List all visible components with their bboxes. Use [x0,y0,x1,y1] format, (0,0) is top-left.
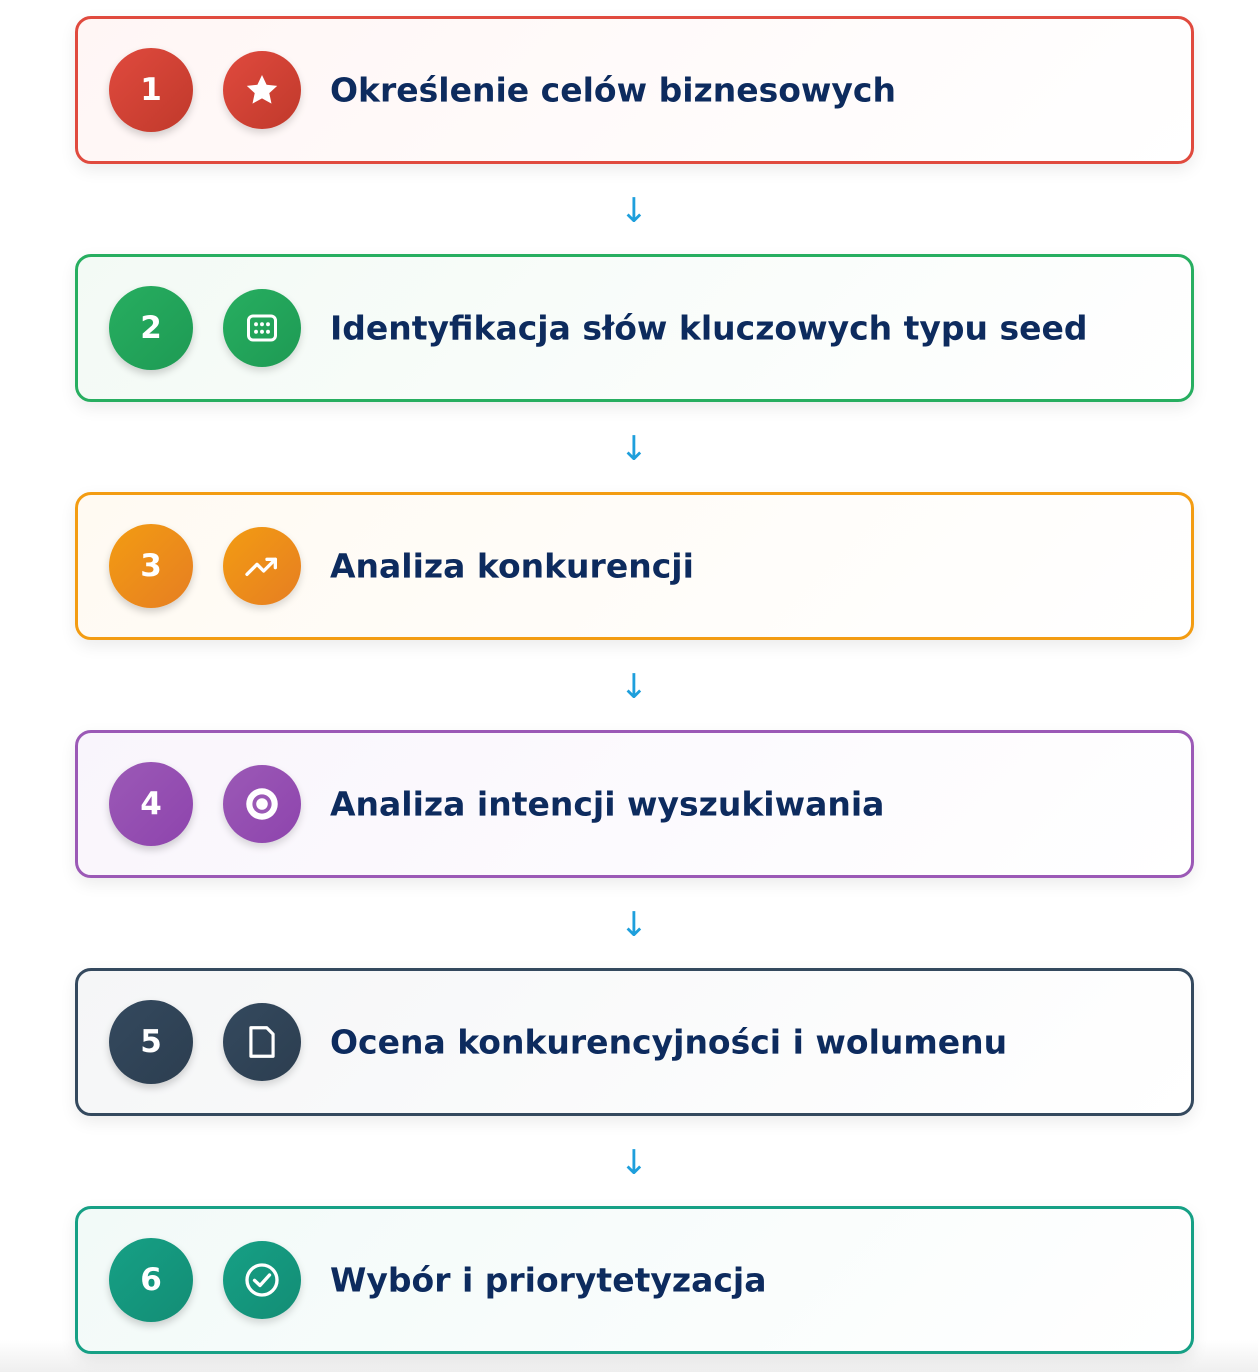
step-number-badge: 6 [109,1238,193,1322]
down-arrow-icon: ↓ [619,667,649,707]
step-label: Określenie celów biznesowych [330,70,896,110]
step-label: Identyfikacja słów kluczowych typu seed [330,308,1088,348]
step-card-5 [75,968,1194,1116]
down-arrow-icon: ↓ [619,429,649,469]
step-label: Analiza konkurencji [330,546,694,586]
step-label: Wybór i priorytetyzacja [330,1260,767,1300]
step-number-badge: 5 [109,1000,193,1084]
step-label: Ocena konkurencyjności i wolumenu [330,1022,1008,1062]
step-label: Analiza intencji wyszukiwania [330,784,885,824]
target-icon [223,765,301,843]
down-arrow-icon: ↓ [619,1143,649,1183]
star-icon [223,51,301,129]
step-number-badge: 3 [109,524,193,608]
step-card-2 [75,254,1194,402]
check-circle-icon [223,1241,301,1319]
down-arrow-icon: ↓ [619,191,649,231]
step-number-badge: 1 [109,48,193,132]
step-card-4 [75,730,1194,878]
step-card-6 [75,1206,1194,1354]
step-card-1 [75,16,1194,164]
document-icon [223,1003,301,1081]
grid-icon [223,289,301,367]
trending-up-icon [223,527,301,605]
step-number-badge: 2 [109,286,193,370]
step-number-badge: 4 [109,762,193,846]
down-arrow-icon: ↓ [619,905,649,945]
step-card-3 [75,492,1194,640]
